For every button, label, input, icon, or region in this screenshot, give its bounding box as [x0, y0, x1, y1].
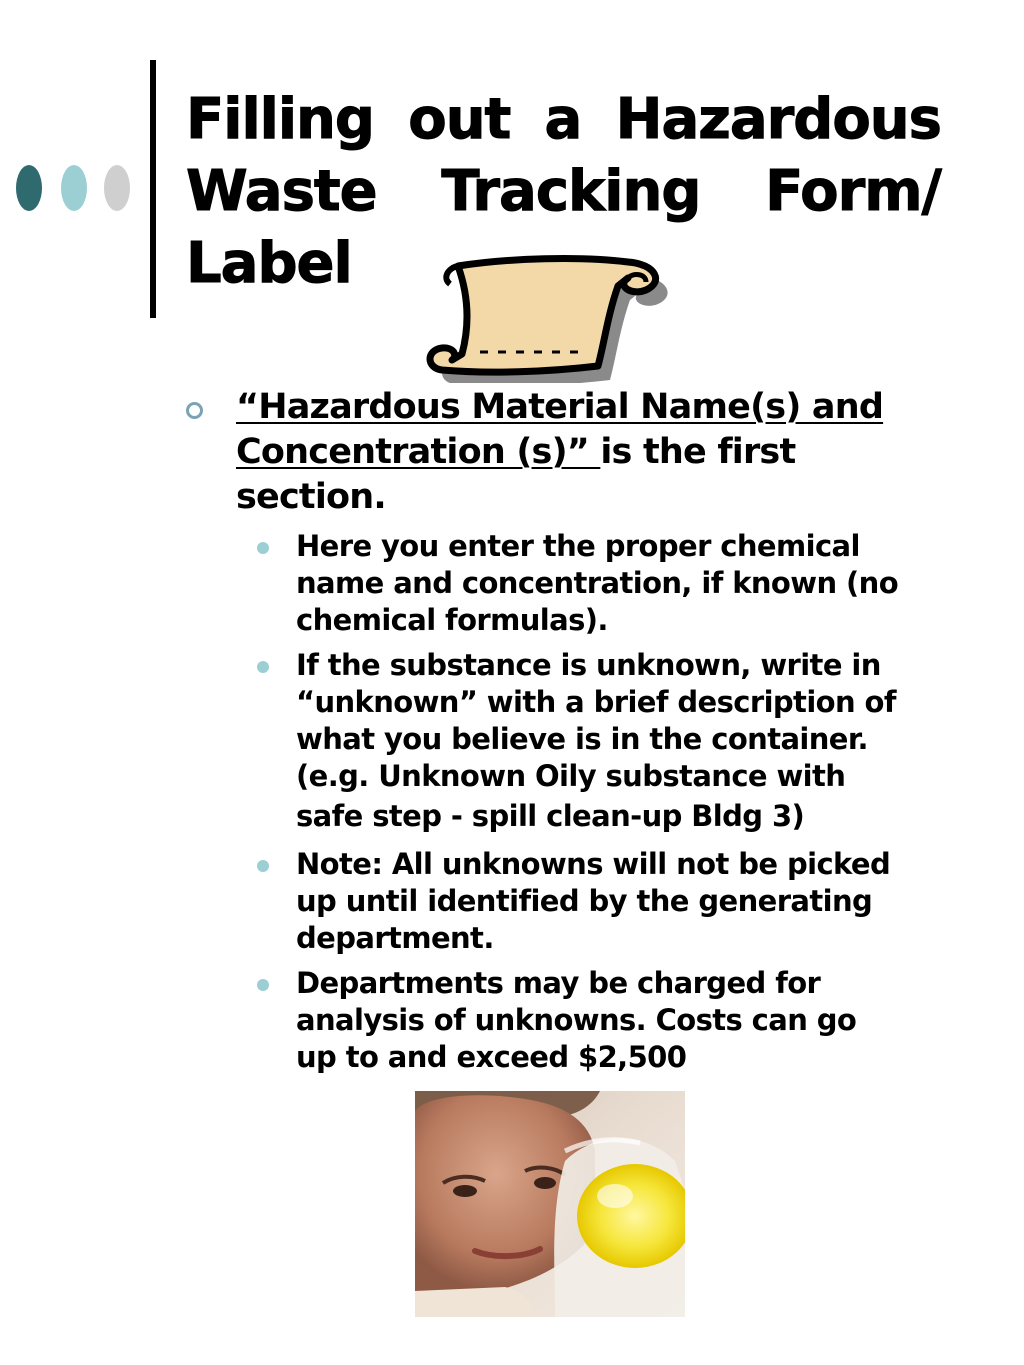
sub-bullet-line: Here you enter the proper chemical [296, 529, 860, 563]
sub-bullet-line: safe step - spill clean-up Bldg 3) [296, 799, 805, 833]
sub-bullet-line: name and concentration, if known (no [296, 566, 899, 600]
sub-bullet-line: analysis of unknowns. Costs can go [296, 1003, 857, 1037]
sub-bullet-line: Note: All unknowns will not be picked [296, 847, 891, 881]
sub-bullet-line: what you believe is in the container. [296, 722, 868, 756]
sub-bullet-item [250, 846, 950, 957]
scientist-photo [415, 1091, 685, 1317]
bullet-dot-icon [257, 661, 269, 673]
decorative-dot-light [61, 165, 87, 211]
sub-bullet-line: department. [296, 921, 494, 955]
decorative-dot-gray [104, 165, 130, 211]
bullet-dot-icon [257, 542, 269, 554]
decorative-dot-dark [16, 165, 42, 211]
sub-bullet-line: chemical formulas). [296, 603, 608, 637]
bullet-dot-icon [257, 979, 269, 991]
title-line-1: Filling out a Hazardous [186, 87, 941, 152]
main-bullet-underlined: Concentration (s)” [236, 432, 601, 472]
main-bullet-line-2-rest: is the first [600, 432, 796, 472]
ring-bullet-icon [186, 402, 203, 419]
title-line-3: Label [186, 231, 352, 296]
sub-bullet-line: up until identified by the generating [296, 884, 873, 918]
sub-bullet-line: (e.g. Unknown Oily substance with [296, 759, 846, 793]
sub-bullet-line: Departments may be charged for [296, 966, 821, 1000]
sub-bullet-list [250, 528, 950, 1084]
scroll-clipart [420, 248, 670, 383]
main-bullet-text [236, 385, 946, 520]
sub-bullet-line: up to and exceed $2,500 [296, 1040, 687, 1074]
sub-bullet-line: “unknown” with a brief description of [296, 685, 896, 719]
sub-bullet-item [250, 647, 950, 838]
main-bullet-line-1: “Hazardous Material Name(s) and [236, 387, 884, 427]
sub-bullet-item [250, 965, 950, 1076]
main-bullet [186, 385, 946, 520]
sub-bullet-line: If the substance is unknown, write in [296, 648, 881, 682]
bullet-dot-icon [257, 860, 269, 872]
title-divider-bar [150, 60, 156, 318]
main-bullet-line-3: section. [236, 477, 386, 517]
sub-bullet-item [250, 528, 950, 639]
title-line-2: Waste Tracking Form/ [186, 159, 941, 224]
decorative-dots [16, 165, 136, 215]
